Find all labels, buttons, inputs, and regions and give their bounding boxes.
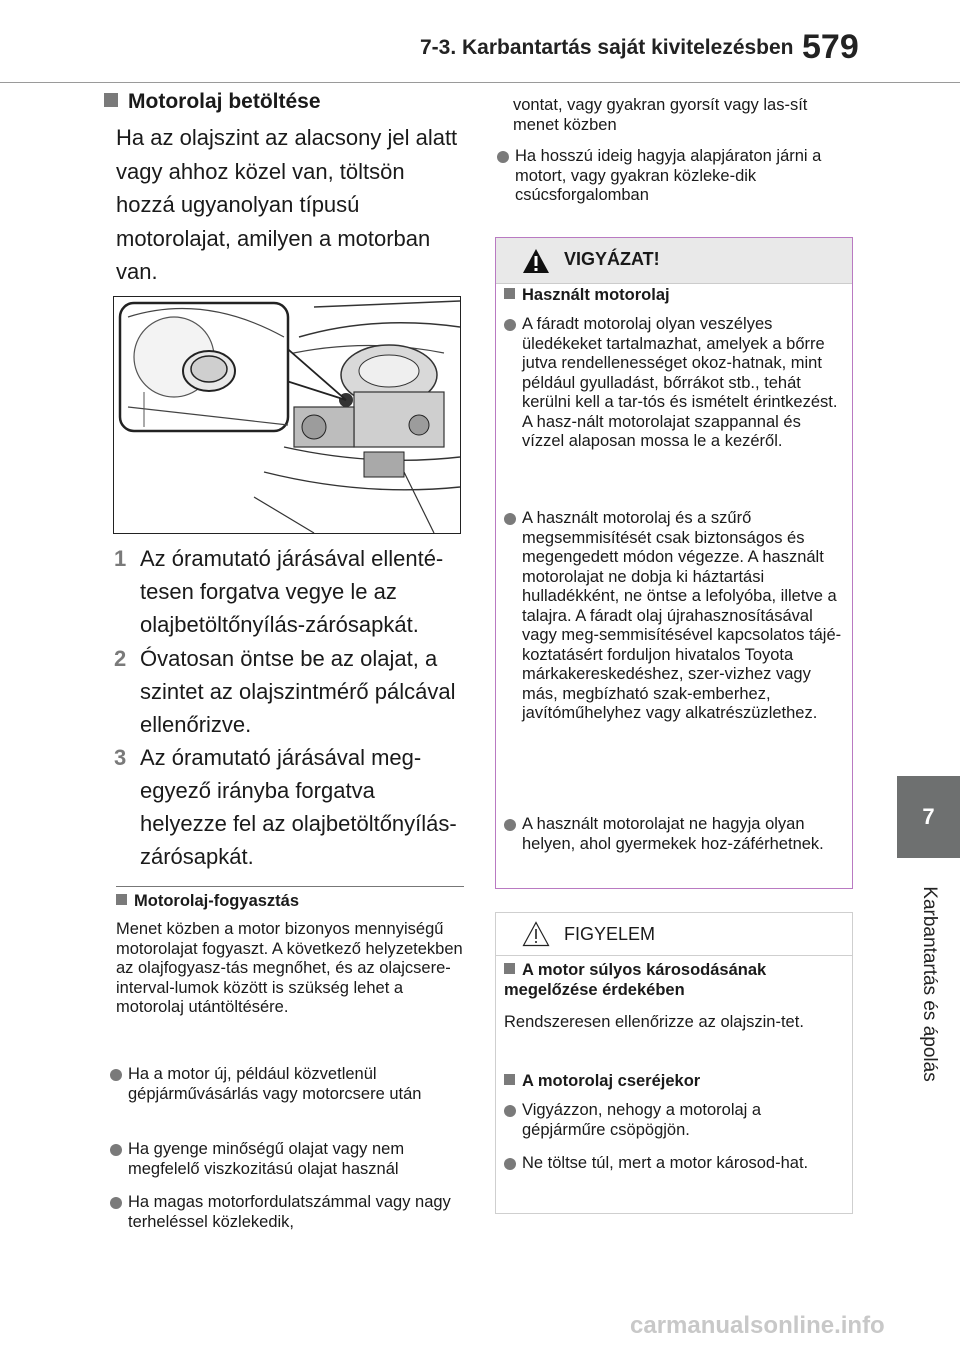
chapter-tab: 7: [897, 776, 960, 858]
step-item: [114, 542, 464, 641]
engine-illustration: [113, 296, 461, 534]
notice-list-item: [504, 1154, 844, 1174]
chapter-side-title: [897, 864, 960, 1104]
list-item: [110, 1193, 465, 1232]
square-bullet-icon: [504, 1074, 515, 1085]
step-text: Az óramutató járásával meg-egyező irányba forgatva helyezze fel az olajbetöltőnyílás-zárósapkát.: [140, 745, 457, 869]
step-item: [114, 741, 464, 873]
list-item-text: A használt motorolajat ne hagyja olyan helyen, ahol gyermekek hoz-záférhetnek.: [522, 815, 824, 853]
warning-heading: [504, 286, 670, 305]
section-title: 7-3. Karbantartás saját kivitelezésben: [420, 36, 794, 59]
caution-outline-icon: [522, 921, 550, 947]
engine-bay-drawing: [114, 297, 460, 533]
section-divider: [116, 886, 464, 887]
notice-heading-text: A motorolaj cseréjekor: [522, 1072, 701, 1090]
round-bullet-icon: [110, 1144, 122, 1156]
step-text: Az óramutató járásával ellenté-tesen forgatva vegye le az olajbetöltőnyílás-zárósapkát.: [140, 546, 444, 637]
list-item-text: Ha gyenge minőségű olajat vagy nem megfelelő viszkozitású olajat használ: [128, 1140, 405, 1178]
continuation-text: vontat, vagy gyakran gyorsít vagy las-sít menet közben: [513, 96, 808, 134]
warning-header: [496, 238, 852, 284]
notice-paragraph: Rendszeresen ellenőrizze az olajszin-tet.: [504, 1013, 804, 1031]
list-item-text: Ne töltse túl, mert a motor károsod-hat.: [522, 1154, 809, 1172]
round-bullet-icon: [497, 151, 509, 163]
round-bullet-icon: [110, 1069, 122, 1081]
warning-title: VIGYÁZAT!: [564, 249, 660, 269]
warning-list-item: [504, 315, 844, 452]
square-bullet-icon: [116, 894, 127, 905]
notice-header: [496, 913, 852, 956]
header-divider: [0, 82, 960, 83]
warning-list-item: [504, 815, 844, 854]
notice-heading-text: A motor súlyos károsodásának megelőzése érdekében: [504, 961, 767, 999]
warning-heading-text: Használt motorolaj: [522, 286, 670, 304]
list-item-text: Ha a motor új, például közvetlenül gépjárművásárlás vagy motorcsere után: [128, 1065, 422, 1103]
round-bullet-icon: [504, 319, 516, 331]
notice-box: [495, 912, 853, 1214]
notice-heading: [504, 1072, 700, 1091]
heading-oil-consumption-text: Motorolaj-fogyasztás: [134, 892, 300, 910]
notice-title: FIGYELEM: [564, 924, 656, 944]
watermark: carmanualsonline.info: [630, 1312, 885, 1339]
round-bullet-icon: [504, 1105, 516, 1117]
list-item-text: Ha magas motorfordulatszámmal vagy nagy terheléssel közlekedik,: [128, 1193, 451, 1231]
list-item-text: Vigyázzon, nehogy a motorolaj a gépjárműre csöpögjön.: [522, 1101, 762, 1139]
step-text: Óvatosan öntse be az olajat, a szintet az olajszintmérő pálcával ellenőrizve.: [140, 646, 456, 737]
heading-oil-filling: [104, 90, 321, 114]
warning-list-item: [504, 509, 844, 724]
square-bullet-icon: [504, 288, 515, 299]
list-item-text: A használt motorolaj és a szűrő megsemmisítését csak biztonságos és megengedett módon végezze. A használt motorolajat ne dobja ki háztartási hulladékként, ne öntse a lefolyóba, illetve a talajra. A fáradt olaj újrahasznosításával vagy meg-semmisítésével kapcsolatos tájé-koztatásért forduljon hivatalos Toyota márkakereskedéshez, szer-vizhez vagy más, megbízható szak-emberhez, javítóműhelyhez vagy alkatrészüzlethez.: [522, 509, 842, 722]
square-bullet-icon: [504, 963, 515, 974]
warning-box: [495, 237, 853, 889]
page-number: 579: [802, 28, 859, 66]
chapter-title-label: Karbantartás és ápolás: [918, 886, 940, 1082]
step-number: 1: [114, 546, 127, 571]
notice-list-item: [504, 1101, 844, 1140]
list-item: [110, 1140, 465, 1179]
list-item: [497, 147, 857, 206]
heading-oil-filling-text: Motorolaj betöltése: [128, 90, 321, 113]
square-bullet-icon: [104, 93, 118, 107]
step-number: 3: [114, 745, 127, 770]
warning-triangle-icon: [522, 248, 550, 274]
round-bullet-icon: [504, 513, 516, 525]
list-item: [110, 1065, 465, 1104]
list-item-text: A fáradt motorolaj olyan veszélyes üledékeket tartalmazhat, amelyek a bőrre jutva rendellenességet okoz-hatnak, mint például gyulladást, bőrrákot stb., tehát kerülni kell a tar-tós és ismételt érintkezést. A hasz-nált motorolajat szappannal és vízzel alaposan mossa le a kezéről.: [522, 315, 838, 450]
round-bullet-icon: [504, 819, 516, 831]
intro-paragraph: Ha az olajszint az alacsony jel alatt vagy ahhoz közel van, töltsön hozzá ugyanolyan típusú motorolajat, amilyen a motorban van.: [116, 125, 458, 284]
round-bullet-icon: [504, 1158, 516, 1170]
consumption-paragraph: Menet közben a motor bizonyos mennyiségű motorolajat fogyaszt. A következő helyzetekben az olajfogyasz-tás megnőhet, és az olajcsere-interval-lumok között is szükség lehet a motorolaj utántöltésére.: [116, 920, 463, 1016]
list-item-text: Ha hosszú ideig hagyja alapjáraton járni a motort, vagy gyakran közleke-dik csúcsforgalomban: [515, 147, 822, 204]
step-number: 2: [114, 646, 127, 671]
notice-heading: [504, 961, 844, 1000]
step-item: [114, 642, 464, 741]
round-bullet-icon: [110, 1197, 122, 1209]
heading-oil-consumption: [116, 892, 299, 911]
